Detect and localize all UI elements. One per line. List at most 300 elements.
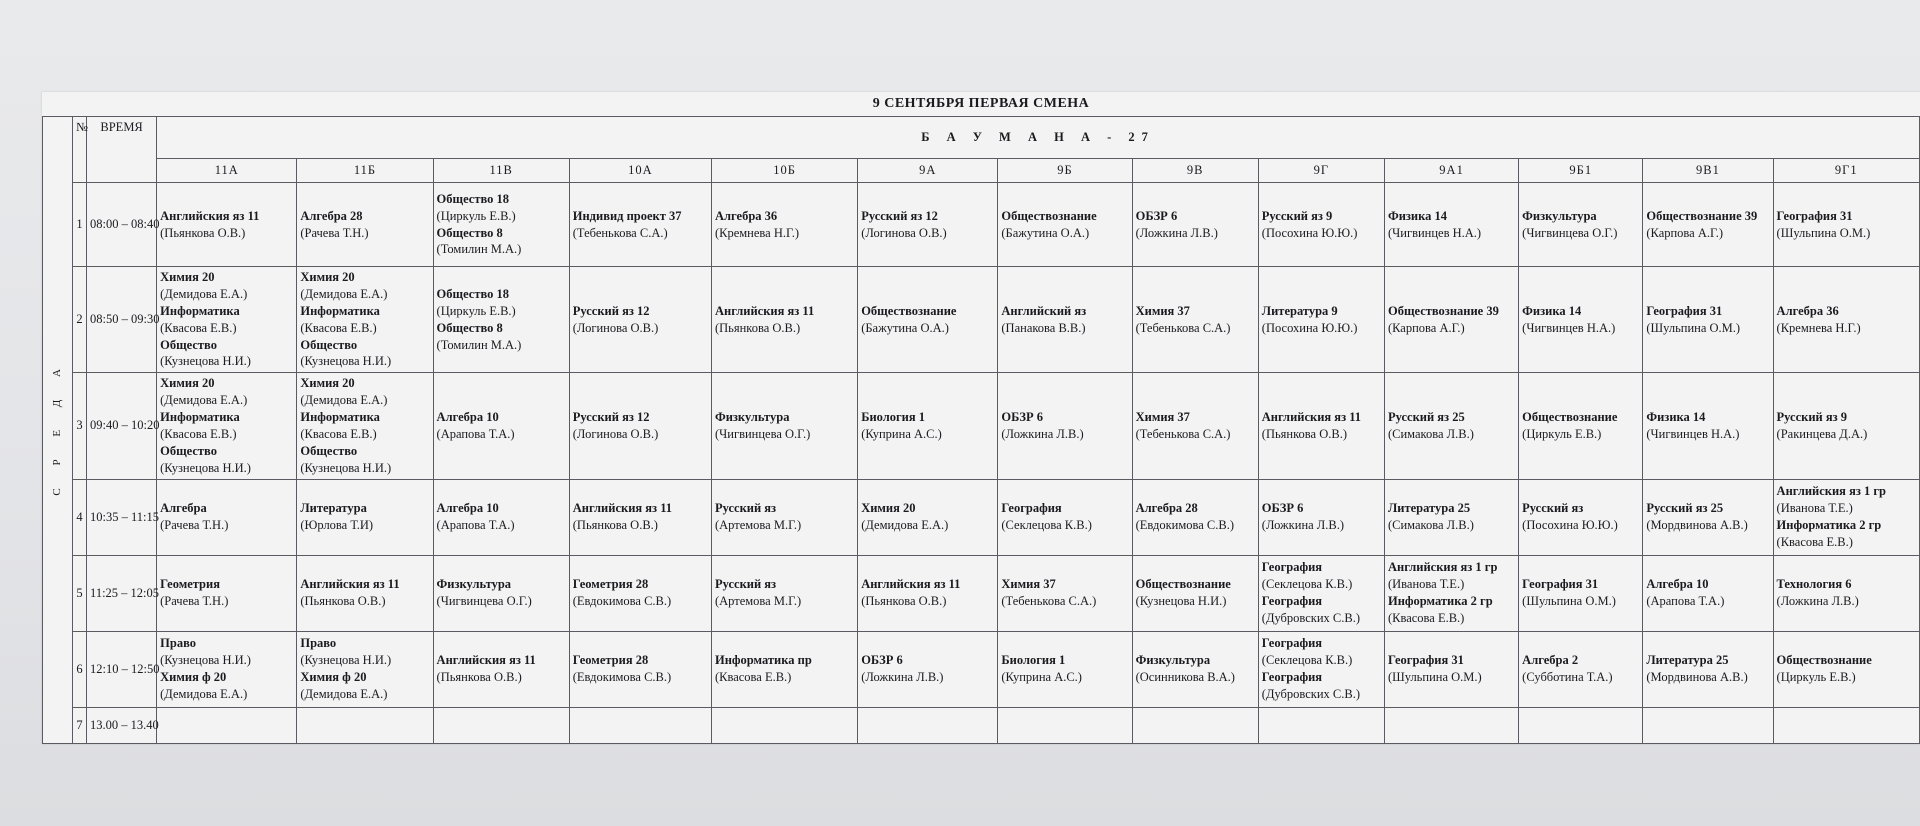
lesson-cell: [1643, 267, 1773, 373]
subject-name: Технология 6: [1776, 577, 1852, 592]
subject-name: Алгебра 28: [300, 208, 363, 223]
lesson-cell: [433, 707, 569, 743]
lesson-cell: [1258, 631, 1384, 707]
teacher-name: (Секлецова К.В.): [1261, 653, 1353, 668]
lesson-cell: [433, 267, 569, 373]
header-time: ВРЕМЯ: [87, 117, 157, 183]
teacher-name: (Тебенькова С.А.): [1135, 320, 1231, 335]
subject-name: Русский яз: [714, 577, 777, 592]
lesson-cell: [711, 555, 857, 631]
lesson-cell: [998, 373, 1132, 479]
teacher-name: (Пьянкова О.В.): [160, 225, 246, 240]
lesson-cell: [297, 631, 433, 707]
lesson-cell: [1773, 707, 1919, 743]
teacher-name: (Кузнецова Н.И.): [160, 460, 251, 475]
teacher-name: (Рачева Т.Н.): [300, 225, 369, 240]
subject-name: ОБЗР 6: [861, 653, 903, 668]
teacher-name: (Кузнецова Н.И.): [300, 354, 392, 369]
subject-name: ОБЗР 6: [1135, 208, 1178, 223]
lesson-cell: [858, 479, 998, 555]
day-label-cell: [43, 117, 73, 744]
lesson-cell: [1384, 479, 1518, 555]
teacher-name: (Кремнева Н.Г.): [714, 225, 800, 240]
teacher-name: (Дубровских С.В.): [1261, 686, 1361, 701]
teacher-name: (Пьянкова О.В.): [300, 594, 386, 608]
lesson-cell: [1519, 373, 1643, 479]
lesson-cell: [157, 555, 297, 631]
lesson-time: 10:35 – 11:15: [87, 479, 157, 555]
teacher-name: (Квасова Е.В.): [300, 426, 377, 441]
teacher-name: (Пьянкова О.В.): [714, 320, 801, 335]
teacher-name: (Евдокимова С.В.): [572, 594, 672, 608]
class-header: 11Б: [297, 159, 433, 183]
class-header: 10А: [569, 159, 711, 183]
lesson-row: [43, 479, 1920, 555]
lesson-cell: [1519, 555, 1643, 631]
lesson-cell: [297, 555, 433, 631]
teacher-name: (Иванова Т.Е.): [1387, 577, 1465, 592]
teacher-name: (Симакова Л.В.): [1387, 426, 1474, 441]
subject-name: Информатика: [300, 303, 380, 318]
lesson-time: 08:00 – 08:40: [87, 183, 157, 267]
subject-name: Английския яз 11: [572, 501, 672, 516]
subject-name: География: [1261, 636, 1323, 651]
subject-name: География: [1261, 594, 1323, 608]
subject-name: Английския яз 11: [160, 208, 260, 223]
subject-name: Русский яз 25: [1387, 410, 1465, 424]
teacher-name: (Логинова О.В.): [861, 225, 947, 240]
subject-name: Физика 14: [1646, 410, 1706, 424]
lesson-cell: [1519, 479, 1643, 555]
lesson-cell: [1384, 267, 1518, 373]
lesson-cell: [1132, 479, 1258, 555]
teacher-name: (Демидова Е.А.): [160, 686, 248, 701]
teacher-name: (Куприна А.С.): [1001, 670, 1082, 684]
lesson-cell: [157, 631, 297, 707]
lesson-cell: [569, 631, 711, 707]
lesson-number: 2: [73, 267, 87, 373]
lesson-cell: [858, 373, 998, 479]
subject-name: ОБЗР 6: [1261, 501, 1304, 516]
lesson-cell: [998, 479, 1132, 555]
lesson-cell: [157, 373, 297, 479]
teacher-name: (Демидова Е.А.): [300, 686, 388, 701]
subject-name: Биология 1: [861, 410, 926, 424]
lesson-cell: [1384, 631, 1518, 707]
teacher-name: (Ложкина Л.В.): [1001, 426, 1084, 441]
lesson-cell: [711, 479, 857, 555]
subject-name: Химия 37: [1001, 577, 1056, 592]
teacher-name: (Пьянкова О.В.): [861, 594, 947, 608]
subject-name: Русский яз: [714, 501, 777, 516]
lesson-number: 6: [73, 631, 87, 707]
subject-name: Английския яз 11: [436, 653, 536, 668]
lesson-cell: [569, 707, 711, 743]
subject-name: Индивид проект 37: [572, 208, 682, 223]
lesson-cell: [998, 707, 1132, 743]
subject-name: Геометрия 28: [572, 653, 649, 668]
subject-name: Литература 25: [1387, 501, 1471, 516]
teacher-name: (Квасова Е.В.): [1776, 534, 1853, 549]
teacher-name: (Артемова М.Г.): [714, 594, 802, 608]
teacher-name: (Мордвинова А.В.): [1646, 518, 1748, 532]
teacher-name: (Посохина Ю.Ю.): [1522, 518, 1618, 532]
subject-name: Физика 14: [1387, 208, 1448, 223]
class-header: 11А: [157, 159, 297, 183]
class-header: 9А1: [1384, 159, 1518, 183]
subject-name: Информатика 2 гр: [1387, 594, 1493, 608]
lesson-time: 09:40 – 10:20: [87, 373, 157, 479]
subject-name: Алгебра 2: [1522, 653, 1579, 668]
lesson-cell: [433, 631, 569, 707]
class-header-row: [43, 159, 1920, 183]
teacher-name: (Логинова О.В.): [572, 320, 659, 335]
lesson-cell: [297, 183, 433, 267]
lesson-row: [43, 267, 1920, 373]
subject-name: Обществознание: [1776, 653, 1872, 668]
subject-name: Русский яз 12: [572, 303, 650, 318]
subject-name: Общество 18: [436, 191, 510, 206]
teacher-name: (Квасова Е.В.): [714, 670, 792, 684]
subject-name: ОБЗР 6: [1001, 410, 1043, 424]
subject-name: Химия 20: [861, 501, 916, 516]
lesson-cell: [297, 479, 433, 555]
subject-name: Обществознание 39: [1387, 303, 1499, 318]
class-header: 9А: [858, 159, 998, 183]
teacher-name: (Циркуль Е.В.): [436, 303, 516, 318]
subject-name: Обществознание: [1135, 577, 1231, 592]
teacher-name: (Арапова Т.А.): [436, 518, 515, 532]
lesson-cell: [711, 631, 857, 707]
subject-name: Литература 9: [1261, 303, 1338, 318]
lesson-cell: [1519, 707, 1643, 743]
teacher-name: (Шульпина О.М.): [1646, 320, 1741, 335]
lesson-cell: [858, 631, 998, 707]
teacher-name: (Кремнева Н.Г.): [1776, 320, 1861, 335]
teacher-name: (Чигвинцев Н.А.): [1387, 225, 1482, 240]
teacher-name: (Мордвинова А.В.): [1646, 670, 1748, 684]
lesson-cell: [569, 555, 711, 631]
class-header: 10Б: [711, 159, 857, 183]
subject-name: Общество 8: [436, 225, 503, 240]
subject-name: Информатика: [300, 410, 380, 424]
teacher-name: (Циркуль Е.В.): [1776, 670, 1856, 684]
teacher-name: (Евдокимова С.В.): [572, 670, 672, 684]
lesson-cell: [433, 373, 569, 479]
lesson-cell: [1643, 373, 1773, 479]
class-header: 9Г1: [1773, 159, 1919, 183]
subject-name: Химия 20: [300, 270, 355, 284]
teacher-name: (Иванова Т.Е.): [1776, 501, 1853, 516]
teacher-name: (Куприна А.С.): [861, 426, 942, 441]
subject-name: Общество: [300, 443, 358, 458]
lesson-number: 5: [73, 555, 87, 631]
subject-name: Английския яз 11: [861, 577, 961, 592]
teacher-name: (Дубровских С.В.): [1261, 610, 1361, 625]
subject-name: Английския яз 1 гр: [1387, 560, 1498, 575]
teacher-name: (Арапова Т.А.): [1646, 594, 1725, 608]
teacher-name: (Юрлова Т.И): [300, 518, 374, 532]
subject-name: Общество 8: [436, 320, 503, 335]
subject-name: Право: [160, 636, 196, 651]
teacher-name: (Циркуль Е.В.): [1522, 426, 1602, 441]
teacher-name: (Рачева Т.Н.): [160, 594, 229, 608]
subject-name: Русский яз 12: [572, 410, 650, 424]
header-num: №: [73, 117, 87, 183]
teacher-name: (Бажутина О.А.): [861, 320, 949, 335]
class-header: 9Б: [998, 159, 1132, 183]
lesson-cell: [1773, 267, 1919, 373]
lesson-cell: [1773, 631, 1919, 707]
lesson-cell: [1132, 555, 1258, 631]
subject-name: Алгебра 36: [1776, 303, 1839, 318]
lesson-cell: [569, 373, 711, 479]
teacher-name: (Кузнецова Н.И.): [160, 653, 251, 668]
teacher-name: (Логинова О.В.): [572, 426, 659, 441]
subject-name: Физкультура: [1522, 208, 1597, 223]
teacher-name: (Чигвинцева О.Г.): [714, 426, 811, 441]
teacher-name: (Квасова Е.В.): [160, 426, 237, 441]
subject-name: География 31: [1646, 303, 1723, 318]
subject-name: Английския яз 1 гр: [1776, 484, 1886, 499]
lesson-cell: [157, 183, 297, 267]
subject-name: Информатика пр: [714, 653, 812, 668]
lesson-cell: [858, 183, 998, 267]
lesson-cell: [711, 373, 857, 479]
teacher-name: (Томилин М.А.): [436, 337, 522, 352]
lesson-cell: [1258, 479, 1384, 555]
lesson-cell: [157, 479, 297, 555]
lesson-cell: [1258, 373, 1384, 479]
subject-name: Обществознание: [861, 303, 957, 318]
lesson-cell: [1643, 555, 1773, 631]
subject-name: Литература 25: [1646, 653, 1729, 668]
subject-name: Геометрия 28: [572, 577, 649, 592]
lesson-cell: [998, 555, 1132, 631]
lesson-cell: [1519, 267, 1643, 373]
subject-name: Химия 20: [300, 376, 355, 391]
teacher-name: (Осинникова В.А.): [1135, 670, 1235, 684]
subject-name: Алгебра 28: [1135, 501, 1198, 516]
lesson-cell: [297, 707, 433, 743]
subject-name: Английския яз 11: [300, 577, 400, 592]
lesson-time: 11:25 – 12:05: [87, 555, 157, 631]
teacher-name: (Шульпина О.М.): [1522, 594, 1616, 608]
lesson-cell: [711, 707, 857, 743]
lesson-row: [43, 373, 1920, 479]
subject-name: Русский яз 25: [1646, 501, 1724, 516]
lesson-cell: [1773, 373, 1919, 479]
teacher-name: (Евдокимова С.В.): [1135, 518, 1235, 532]
lesson-cell: [569, 479, 711, 555]
subject-name: Русский яз: [1522, 501, 1584, 516]
lesson-cell: [569, 267, 711, 373]
lesson-cell: [1132, 373, 1258, 479]
subject-name: Химия 37: [1135, 410, 1190, 424]
subject-name: Химия 20: [160, 270, 215, 284]
lesson-cell: [157, 707, 297, 743]
subject-name: Алгебра 10: [1646, 577, 1709, 592]
lesson-cell: [858, 707, 998, 743]
lesson-cell: [1132, 183, 1258, 267]
subject-name: Английския яз 11: [714, 303, 815, 318]
subject-name: Химия 37: [1135, 303, 1190, 318]
teacher-name: (Секлецова К.В.): [1001, 518, 1092, 532]
teacher-name: (Ракинцева Д.А.): [1776, 426, 1868, 441]
lesson-cell: [1643, 183, 1773, 267]
teacher-name: (Секлецова К.В.): [1261, 577, 1353, 592]
teacher-name: (Демидова Е.А.): [160, 393, 248, 408]
teacher-name: (Пьянкова О.В.): [572, 518, 658, 532]
teacher-name: (Панакова В.В.): [1001, 320, 1086, 335]
lesson-cell: [1773, 479, 1919, 555]
lesson-cell: [1643, 631, 1773, 707]
teacher-name: (Кузнецова Н.И.): [160, 354, 251, 369]
day-label: С Р Е Д А: [51, 359, 64, 496]
subject-name: Литература: [300, 501, 367, 516]
subject-name: Алгебра 10: [436, 501, 499, 516]
subject-name: География 31: [1776, 208, 1853, 223]
teacher-name: (Шульпина О.М.): [1776, 225, 1871, 240]
teacher-name: (Шульпина О.М.): [1387, 670, 1482, 684]
schedule-table: [42, 116, 1920, 744]
lesson-time: 12:10 – 12:50: [87, 631, 157, 707]
lesson-cell: [711, 267, 857, 373]
teacher-name: (Ложкина Л.В.): [1135, 225, 1218, 240]
lesson-cell: [1132, 631, 1258, 707]
subject-name: Физкультура: [1135, 653, 1211, 668]
lesson-cell: [569, 183, 711, 267]
subject-name: Английския яз 11: [1261, 410, 1362, 424]
teacher-name: (Субботина Т.А.): [1522, 670, 1613, 684]
subject-name: Химия ф 20: [160, 670, 227, 684]
lesson-cell: [1384, 183, 1518, 267]
schedule-sheet: [42, 92, 1920, 744]
lesson-cell: [1258, 267, 1384, 373]
lesson-cell: [998, 631, 1132, 707]
subject-name: Алгебра 36: [714, 208, 778, 223]
teacher-name: (Карпова А.Г.): [1646, 225, 1724, 240]
subject-name: Алгебра: [160, 501, 207, 516]
subject-name: Обществознание 39: [1646, 208, 1758, 223]
lesson-cell: [858, 555, 998, 631]
subject-name: Русский яз 9: [1776, 410, 1848, 424]
lesson-cell: [157, 267, 297, 373]
teacher-name: (Чигвинцев Н.А.): [1522, 320, 1616, 335]
subject-name: Физкультура: [436, 577, 512, 592]
subject-name: Русский яз 12: [861, 208, 938, 223]
lesson-cell: [297, 267, 433, 373]
teacher-name: (Посохина Ю.Ю.): [1261, 320, 1358, 335]
subject-name: Обществознание: [1001, 208, 1097, 223]
teacher-name: (Демидова Е.А.): [160, 286, 248, 301]
class-header: 9Б1: [1519, 159, 1643, 183]
lesson-cell: [1773, 183, 1919, 267]
lesson-cell: [1519, 631, 1643, 707]
teacher-name: (Квасова Е.В.): [300, 320, 377, 335]
subject-name: География: [1261, 670, 1323, 684]
teacher-name: (Артемова М.Г.): [714, 518, 802, 532]
lesson-cell: [1519, 183, 1643, 267]
class-header: 9В: [1132, 159, 1258, 183]
teacher-name: (Пьянкова О.В.): [436, 670, 522, 684]
class-header: 9В1: [1643, 159, 1773, 183]
teacher-name: (Чигвинцева О.Г.): [1522, 225, 1618, 240]
teacher-name: (Арапова Т.А.): [436, 426, 515, 441]
lesson-cell: [858, 267, 998, 373]
lesson-cell: [1773, 555, 1919, 631]
lesson-cell: [1132, 267, 1258, 373]
lesson-time: 08:50 – 09:30: [87, 267, 157, 373]
lesson-cell: [998, 267, 1132, 373]
subject-name: Информатика: [160, 303, 240, 318]
teacher-name: (Карпова А.Г.): [1387, 320, 1465, 335]
subject-name: Общество: [160, 443, 217, 458]
subject-name: Общество: [160, 337, 217, 352]
teacher-name: (Квасова Е.В.): [1387, 610, 1465, 625]
lesson-cell: [433, 183, 569, 267]
teacher-name: (Томилин М.А.): [436, 242, 522, 257]
teacher-name: (Тебенькова С.А.): [1001, 594, 1097, 608]
lesson-row: [43, 707, 1920, 743]
teacher-name: (Тебенькова С.А.): [1135, 426, 1231, 441]
teacher-name: (Квасова Е.В.): [160, 320, 237, 335]
subject-name: Биология 1: [1001, 653, 1066, 668]
subject-name: География 31: [1522, 577, 1599, 592]
teacher-name: (Ложкина Л.В.): [1261, 518, 1345, 532]
lesson-cell: [1258, 183, 1384, 267]
subject-name: Физкультура: [714, 410, 790, 424]
lesson-cell: [1258, 555, 1384, 631]
schedule-title: 9 СЕНТЯБРЯ ПЕРВАЯ СМЕНА: [872, 96, 1090, 111]
teacher-name: (Демидова Е.А.): [300, 393, 388, 408]
lesson-row: [43, 183, 1920, 267]
lesson-cell: [1384, 373, 1518, 479]
subject-name: Обществознание: [1522, 410, 1618, 424]
subject-name: Общество: [300, 337, 358, 352]
lesson-row: [43, 631, 1920, 707]
lesson-cell: [1384, 707, 1518, 743]
teacher-name: (Кузнецова Н.И.): [1135, 594, 1227, 608]
lesson-cell: [1384, 555, 1518, 631]
subject-name: Физика 14: [1522, 303, 1582, 318]
subject-name: География: [1001, 501, 1062, 516]
lesson-cell: [433, 479, 569, 555]
subject-name: Химия ф 20: [300, 670, 367, 684]
subject-name: Алгебра 10: [436, 410, 499, 424]
subject-name: Английский яз: [1001, 303, 1087, 318]
lesson-row: [43, 555, 1920, 631]
lesson-number: 7: [73, 707, 87, 743]
teacher-name: (Демидова Е.А.): [861, 518, 949, 532]
subject-name: География: [1261, 560, 1323, 575]
teacher-name: (Ложкина Л.В.): [1776, 594, 1859, 608]
lesson-cell: [1643, 707, 1773, 743]
class-header: 9Г: [1258, 159, 1384, 183]
header-row: [43, 117, 1920, 159]
school-name: Б А У М А Н А - 27: [157, 117, 1920, 159]
teacher-name: (Чигвинцев Н.А.): [1646, 426, 1740, 441]
teacher-name: (Циркуль Е.В.): [436, 208, 516, 223]
lesson-number: 4: [73, 479, 87, 555]
lesson-time: 13.00 – 13.40: [87, 707, 157, 743]
subject-name: Право: [300, 636, 337, 651]
teacher-name: (Кузнецова Н.И.): [300, 460, 392, 475]
subject-name: Геометрия: [160, 577, 220, 592]
teacher-name: (Посохина Ю.Ю.): [1261, 225, 1358, 240]
subject-name: Русский яз 9: [1261, 208, 1333, 223]
subject-name: Химия 20: [160, 376, 215, 391]
